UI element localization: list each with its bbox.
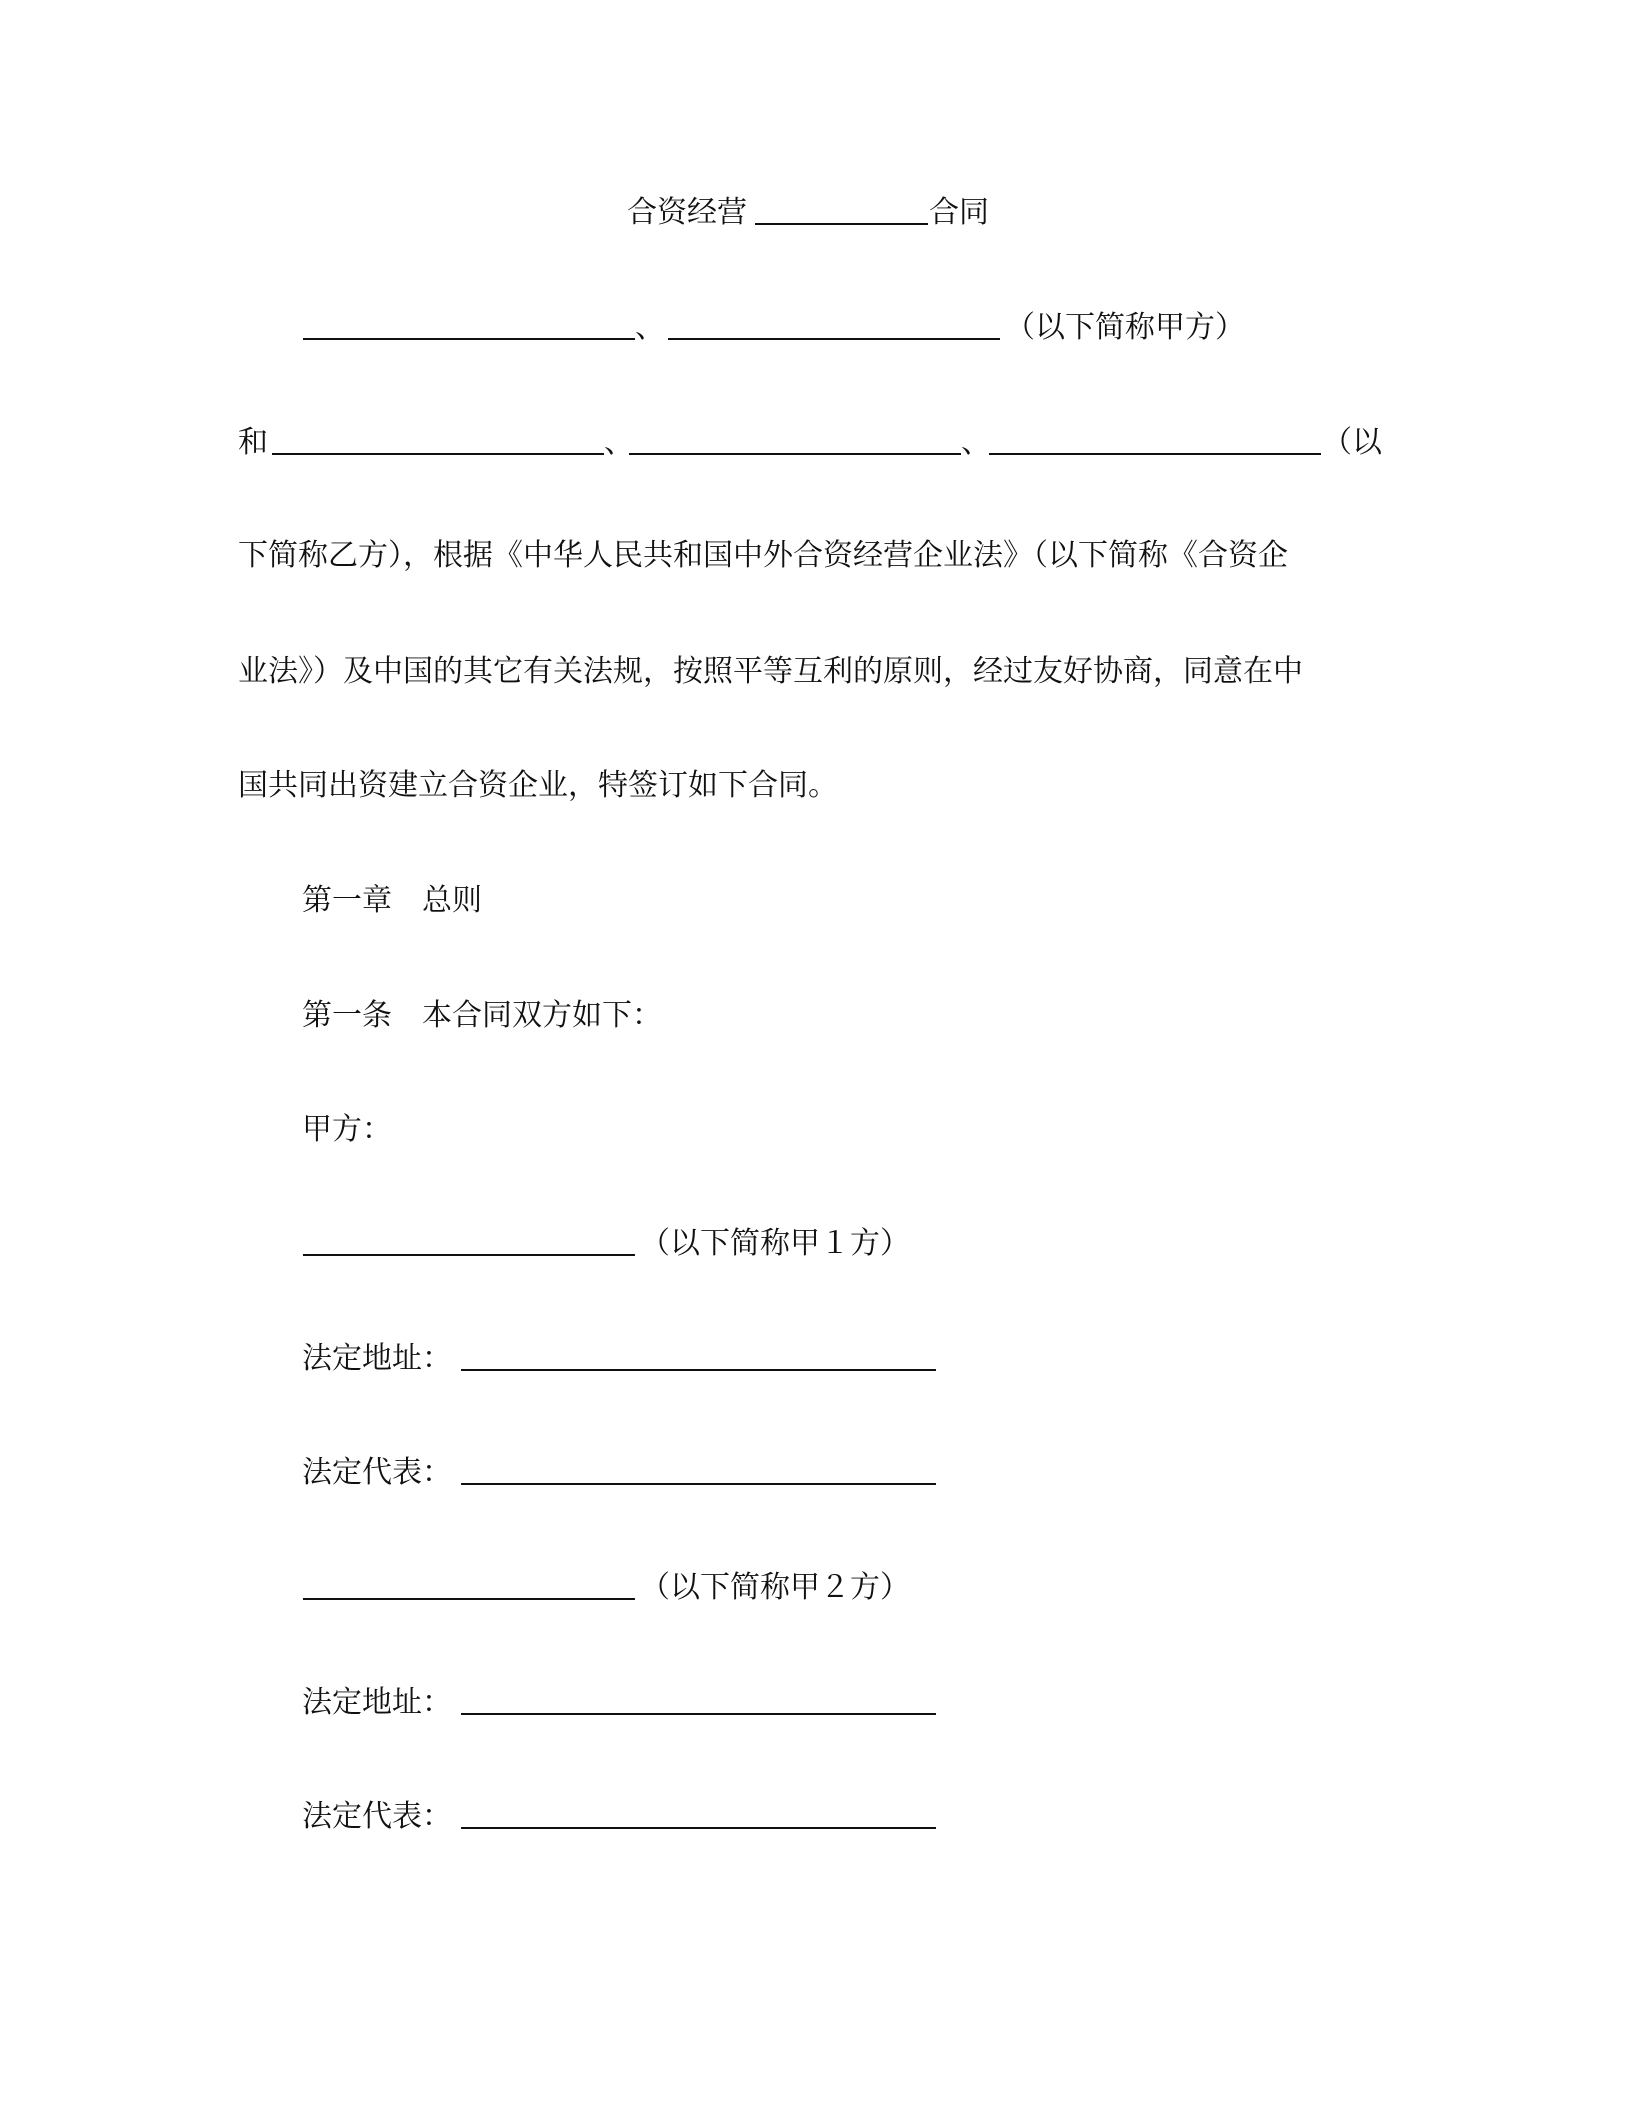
separator: 、 (604, 425, 634, 460)
party-a-name-blank-2[interactable] (668, 308, 1000, 340)
document-title (0, 193, 1632, 233)
separator: 、 (961, 425, 991, 460)
representative-label: 法定代表： (302, 1799, 452, 1834)
party-a1-address (0, 1339, 1632, 1379)
party-a2-representative-blank[interactable] (461, 1797, 936, 1829)
party-a-suffix: （以下简称甲方） (1005, 310, 1245, 345)
title-prefix: 合资经营 (627, 195, 747, 230)
intro-paragraph-line: 国共同出资建立合资企业，特签订如下合同。 (238, 768, 838, 803)
title-blank[interactable] (755, 193, 928, 225)
party-a2-line (0, 1568, 1632, 1608)
party-a2-address (0, 1683, 1632, 1723)
article-heading: 第一条 本合同双方如下： (302, 998, 662, 1033)
party-a2-suffix: （以下简称甲２方） (640, 1570, 910, 1605)
party-a1-address-blank[interactable] (461, 1339, 936, 1371)
party-b-name-blank-3[interactable] (989, 423, 1321, 455)
intro-paragraph-line: 下简称乙方），根据《中华人民共和国中外合资经营企业法》（以下简称《合资企 (238, 538, 1288, 573)
party-b-name-blank-2[interactable] (629, 423, 961, 455)
party-a-label: 甲方： (302, 1112, 392, 1147)
representative-label: 法定代表： (302, 1455, 452, 1490)
party-a2-representative (0, 1797, 1632, 1837)
party-a2-address-blank[interactable] (461, 1683, 936, 1715)
address-label: 法定地址： (302, 1685, 452, 1720)
intro-paragraph-line: 业法》）及中国的其它有关法规，按照平等互利的原则，经过友好协商，同意在中 (238, 654, 1303, 689)
party-a1-representative-blank[interactable] (461, 1453, 936, 1485)
party-a1-suffix: （以下简称甲１方） (640, 1226, 910, 1261)
party-a1-line (0, 1224, 1632, 1264)
party-b-line (0, 423, 1632, 463)
party-b-name-blank-1[interactable] (272, 423, 604, 455)
address-label: 法定地址： (302, 1341, 452, 1376)
party-a1-name-blank[interactable] (303, 1224, 635, 1256)
and-text: 和 (238, 425, 268, 460)
party-a-name-blank-1[interactable] (303, 308, 635, 340)
chapter-heading: 第一章 总则 (302, 883, 482, 918)
title-suffix: 合同 (929, 195, 989, 230)
line3-tail: （以 (1322, 425, 1382, 460)
party-a2-name-blank[interactable] (303, 1568, 635, 1600)
party-a-line (0, 308, 1632, 348)
separator: 、 (635, 310, 665, 345)
party-a1-representative (0, 1453, 1632, 1493)
